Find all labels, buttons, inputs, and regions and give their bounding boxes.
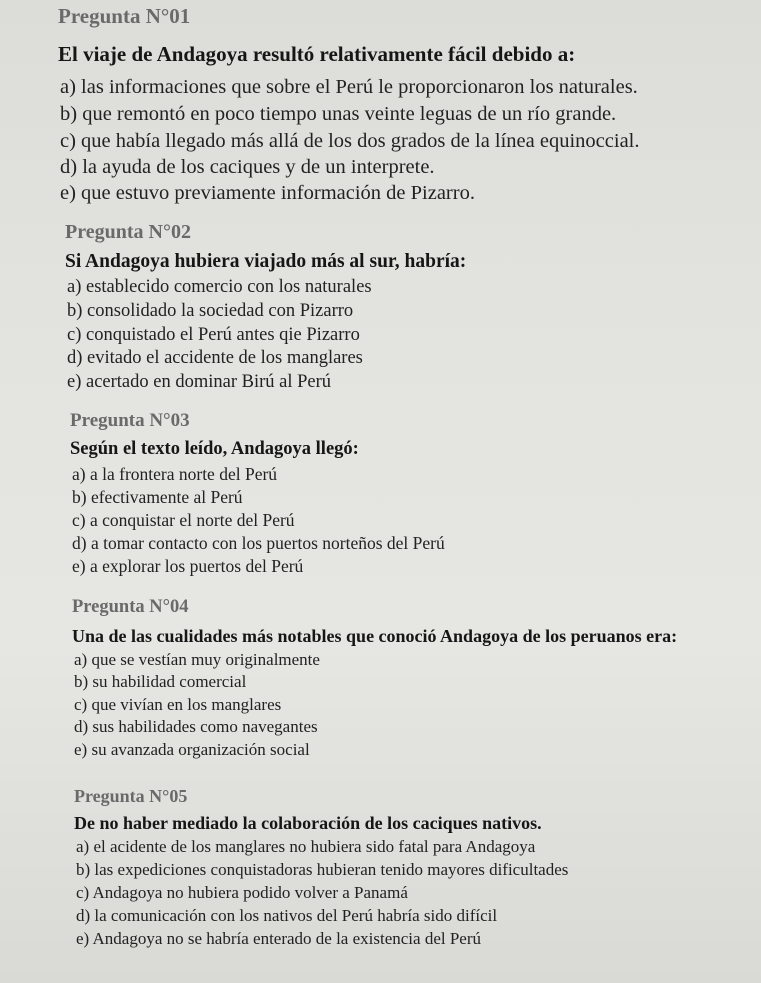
option-d: d) sus habilidades como navegantes xyxy=(74,717,318,736)
option-c: c) que vivían en los manglares xyxy=(74,695,282,714)
option-e: e) acertado en dominar Birú al Perú xyxy=(67,372,332,392)
question-stem: El viaje de Andagoya resultó relativamente fácil debido a: xyxy=(58,42,576,66)
option-a: a) que se vestían muy originalmente xyxy=(74,650,320,669)
option-d: d) la ayuda de los caciques y de un interprete. xyxy=(60,156,435,178)
option-b: b) las expediciones conquistadoras hubieran tenido mayores dificultades xyxy=(76,860,569,879)
option-a: a) a la frontera norte del Perú xyxy=(72,464,278,484)
option-e: e) a explorar los puertos del Perú xyxy=(72,556,304,576)
option-e: e) su avanzada organización social xyxy=(74,740,310,759)
question-label: Pregunta N°02 xyxy=(65,221,191,243)
option-c: c) a conquistar el norte del Perú xyxy=(72,510,295,530)
question-label: Pregunta N°05 xyxy=(74,786,188,806)
question-label: Pregunta N°01 xyxy=(58,4,191,28)
option-b: b) consolidado la sociedad con Pizarro xyxy=(67,301,354,321)
option-d: d) evitado el accidente de los manglares xyxy=(67,348,363,368)
option-b: b) efectivamente al Perú xyxy=(72,487,243,507)
option-e: e) que estuvo previamente información de Pizarro. xyxy=(60,182,475,204)
question-label: Pregunta N°04 xyxy=(72,597,189,617)
option-d: d) la comunicación con los nativos del Perú habría sido difícil xyxy=(76,906,498,925)
option-d: d) a tomar contacto con los puertos norteños del Perú xyxy=(72,533,445,553)
option-e: e) Andagoya no se habría enterado de la existencia del Perú xyxy=(76,929,482,948)
question-stem: Si Andagoya hubiera viajado más al sur, habría: xyxy=(65,251,467,272)
question-stem: Según el texto leído, Andagoya llegó: xyxy=(70,439,359,459)
option-a: a) las informaciones que sobre el Perú le proporcionaron los naturales. xyxy=(60,76,638,98)
option-b: b) su habilidad comercial xyxy=(74,672,247,691)
option-a: a) establecido comercio con los naturales xyxy=(67,277,372,297)
option-c: c) que había llegado más allá de los dos grados de la línea equinoccial. xyxy=(60,130,640,152)
question-stem: De no haber mediado la colaboración de los caciques nativos. xyxy=(74,813,542,833)
question-label: Pregunta N°03 xyxy=(70,410,190,431)
option-b: b) que remontó en poco tiempo unas veinte leguas de un río grande. xyxy=(60,103,617,125)
option-c: c) Andagoya no hubiera podido volver a Panamá xyxy=(76,883,408,902)
option-a: a) el acidente de los manglares no hubiera sido fatal para Andagoya xyxy=(76,837,536,856)
question-stem: Una de las cualidades más notables que conoció Andagoya de los peruanos era: xyxy=(72,626,678,646)
option-c: c) conquistado el Perú antes qie Pizarro xyxy=(67,325,360,345)
